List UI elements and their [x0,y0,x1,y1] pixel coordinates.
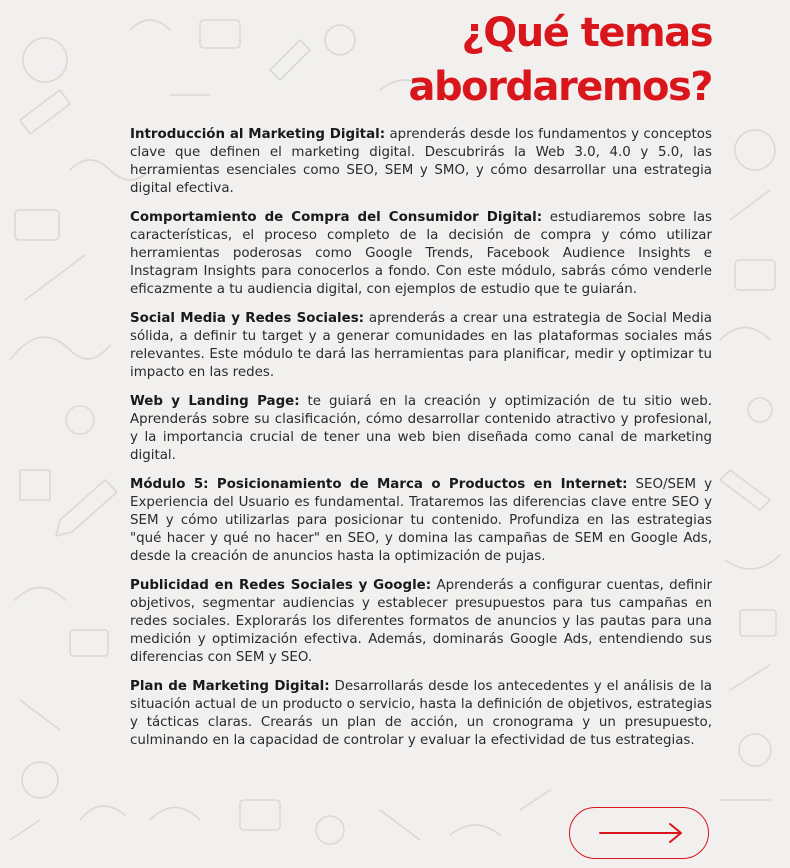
topic-heading: Web y Landing Page: [130,394,300,409]
arrow-right-icon [598,822,684,844]
page-title-line-1: ¿Qué temas [461,10,712,56]
topic-body: aprenderás desde los fundamentos y conceptos clave que definen el marketing digital. Descubrirás la Web 3.0, 4.0 y 5.0, las herramientas esenciales como SEO, SEM y SMO, y cómo desarrollar una estrategia digital efectiva. [130,127,712,196]
topic-item [130,209,712,299]
topic-body: te guiará en la creación y optimización de tu sitio web. Aprenderás sobre su clasificación, cómo desarrollar contenido atractivo y profesional, y la importancia crucial de tener una web bien diseñada como canal de marketing digital. [130,394,712,463]
next-button[interactable] [569,807,709,859]
topic-body: estudiaremos sobre las características, el proceso completo de la decisión de compra y cómo utilizar herramientas poderosas como Google Trends, Facebook Audience Insights e Instagram Insights para conocerlos a fondo. Con este módulo, sabrás cómo venderle eficazmente a tu audiencia digital, con ejemplos de estudio que te guiarán. [130,210,712,297]
topic-heading: Módulo 5: Posicionamiento de Marca o Productos en Internet: [130,477,628,492]
topic-item [130,310,712,382]
topic-heading: Introducción al Marketing Digital: [130,127,386,142]
topic-body: Desarrollarás desde los antecedentes y el análisis de la situación actual de un producto o servicio, hasta la definición de objetivos, estrategias y tácticas claras. Crearás un plan de acción, un cronograma y un presupuesto, culminando en la capacidad de controlar y evaluar la efectividad de tus estrategias. [130,679,712,748]
topics-list [130,126,712,761]
topic-body: aprenderás a crear una estrategia de Social Media sólida, a definir tu target y a generar comunidades en las plataformas sociales más relevantes. Este módulo te dará las herramientas para planificar, medir y optimizar tu impacto en las redes. [130,311,712,380]
page-title [409,6,712,114]
topic-body: Aprenderás a configurar cuentas, definir objetivos, segmentar audiencias y establecer presupuestos para tus campañas en redes sociales. Explorarás los diferentes formatos de anuncios y las pautas para una medición y optimización efectiva. Además, dominarás Google Ads, entendiendo sus diferencias con SEM y SEO. [130,578,712,665]
topic-item [130,678,712,750]
topic-item [130,393,712,465]
page-title-line-2: abordaremos? [408,64,712,110]
topic-heading: Plan de Marketing Digital: [130,679,330,694]
topic-heading: Publicidad en Redes Sociales y Google: [130,578,432,593]
topic-item [130,126,712,198]
topic-body: SEO/SEM y Experiencia del Usuario es fundamental. Trataremos las diferencias clave entre SEO y SEM y cómo utilizarlas para posicionar tu contenido. Profundiza en las estrategias "qué hacer y qué no hacer" en SEO, y domina las campañas de SEM en Google Ads, desde la creación de anuncios hasta la optimización de pujas. [130,477,712,564]
topic-item [130,577,712,667]
topic-heading: Social Media y Redes Sociales: [130,311,365,326]
topic-item [130,476,712,566]
topic-heading: Comportamiento de Compra del Consumidor Digital: [130,210,543,225]
